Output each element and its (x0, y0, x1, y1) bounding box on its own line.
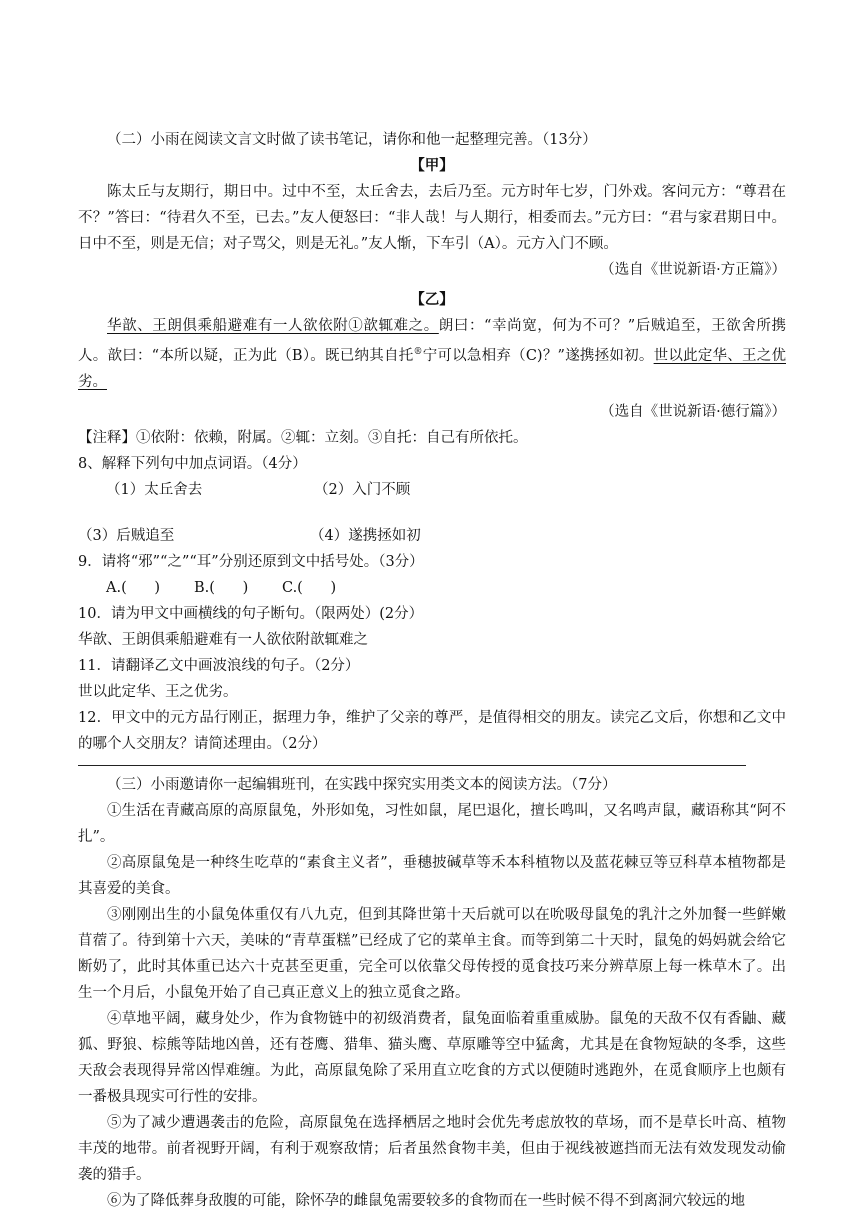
s3-paragraph-1: ①生活在青藏高原的高原鼠兔，外形如兔，习性如鼠，尾巴退化，擅长鸣叫，又名鸣声鼠，藏语称其“阿不扎”。 (78, 802, 786, 845)
yi-passage (78, 313, 786, 395)
question-10: 10．请为甲文中画横线的句子断句。（限两处）(2分） (78, 605, 424, 622)
notes: 【注释】①依附：依赖，附属。②辄：立刻。③自托：自己有所依托。 (78, 429, 528, 446)
section-divider (78, 765, 746, 766)
q9-blank-a[interactable]: A.( ) (106, 579, 161, 596)
s3-paragraph-3: ③刚刚出生的小鼠兔体重仅有八九克，但到其降世第十天后就可以在吮吸母鼠兔的乳汁之外加餐一些鲜嫩苜蓿了。待到第十六天，美味的“青草蛋糕”已经成了它的菜单主食。而等到第二十天时，鼠兔的妈妈就会给它断奶了，此时其体重已达六十克甚至更重，完全可以依靠父母传授的觅食技巧来分辨草原上每一株草木了。出生一个月后，小鼠兔开始了自己真正意义上的独立觅食之路。 (78, 906, 786, 1001)
yi-note-mark: ® (413, 347, 423, 357)
jia-label: 【甲】 (410, 157, 454, 174)
question-11: 11．请翻译乙文中画波浪线的句子。（2分） (78, 657, 360, 674)
question-12: 12．甲文中的元方品行刚正，据理力争，维护了父亲的尊严，是值得相交的朋友。读完乙文后，你想和乙文中的哪个人交朋友？请简述理由。（2分） (78, 709, 786, 752)
q9-blank-b[interactable]: B.( ) (194, 579, 249, 596)
question-9: 9．请将“邪”“之”“耳”分别还原到文中括号处。（3分） (78, 553, 424, 570)
q10-sentence: 华歆、王朗俱乘船避难有一人欲依附歆辄难之 (78, 631, 368, 648)
s3-paragraph-2: ②高原鼠兔是一种终生吃草的“素食主义者”，垂穗披碱草等禾本科植物以及蓝花棘豆等豆科草本植物都是其喜爱的美食。 (78, 854, 786, 897)
s3-paragraph-6: ⑥为了降低葬身敌腹的可能，除怀孕的雌鼠兔需要较多的食物而在一些时候不得不到离洞穴较远的地 (107, 1192, 745, 1209)
yi-passage-part-b: 宁可以急相弃（C)？”遂携拯如初。 (422, 347, 654, 364)
yi-passage-part-a: 朗曰：“幸尚宽，何为不可？”后贼追至，王欲舍所携人。歆曰：“本所以疑，正为此（B）。既已纳其自托 (78, 318, 786, 364)
section2-heading: （二）小雨在阅读文言文时做了读书笔记，请你和他一起整理完善。（13分） (107, 132, 597, 148)
exam-page (78, 127, 786, 1214)
jia-passage: 陈太丘与友期行，期日中。过中不至，太丘舍去，去后乃至。元方时年七岁，门外戏。客问元方：“尊君在不？”答曰：“待君久不至，已去。”友人便怒曰：“非人哉！与人期行，相委而去。”元方曰：“君与家君期日中。日中不至，则是无信；对子骂父，则是无礼。”友人惭，下车引（A）。元方入门不顾。 (78, 184, 786, 252)
question-8: 8、解释下列句中加点词语。（4分） (78, 455, 307, 472)
q9-blank-c[interactable]: C.( ) (282, 579, 337, 596)
jia-source: （选自《世说新语·方正篇》） (600, 262, 786, 278)
q8-item-2: （2）入门不顾 (314, 481, 411, 498)
yi-source: （选自《世说新语·德行篇》） (600, 403, 786, 420)
section3-heading: （三）小雨邀请你一起编辑班刊，在实践中探究实用类文本的阅读方法。（7分） (107, 776, 617, 793)
yi-underlined-sentence: 华歆、王朗俱乘船避难有一人欲依附①歆辄难之。 (107, 318, 439, 334)
q8-item-3: （3）后贼追至 (78, 527, 175, 544)
q11-sentence: 世以此定华、王之优劣。 (78, 683, 238, 700)
yi-label: 【乙】 (410, 291, 454, 308)
yi-wavy-sentence: 世以此定华、王之优劣。 (78, 347, 786, 390)
q8-item-1: （1）太丘舍去 (106, 481, 203, 498)
s3-paragraph-5: ⑤为了减少遭遇袭击的危险，高原鼠兔在选择栖居之地时会优先考虑放牧的草场，而不是草长叶高、植物丰茂的地带。前者视野开阔，有利于观察敌情；后者虽然食物丰美，但由于视线被遮挡而无法有效发现发动偷袭的猎手。 (78, 1114, 786, 1183)
q8-row-1 (78, 477, 786, 503)
q9-blanks (78, 575, 786, 601)
q8-row-2 (78, 523, 786, 549)
s3-paragraph-4: ④草地平阔，藏身处少，作为食物链中的初级消费者，鼠兔面临着重重威胁。鼠兔的天敌不仅有香鼬、藏狐、野狼、棕熊等陆地凶兽，还有苍鹰、猎隼、猫头鹰、草原雕等空中猛禽，尤其是在食物短缺的冬季，这些天敌会表现得异常凶悍难缠。为此，高原鼠兔除了采用直立吃食的方式以便随时逃跑外，在觅食顺序上也颇有一番极具现实可行性的安排。 (78, 1010, 786, 1105)
q8-item-4: （4）遂携拯如初 (310, 527, 421, 544)
